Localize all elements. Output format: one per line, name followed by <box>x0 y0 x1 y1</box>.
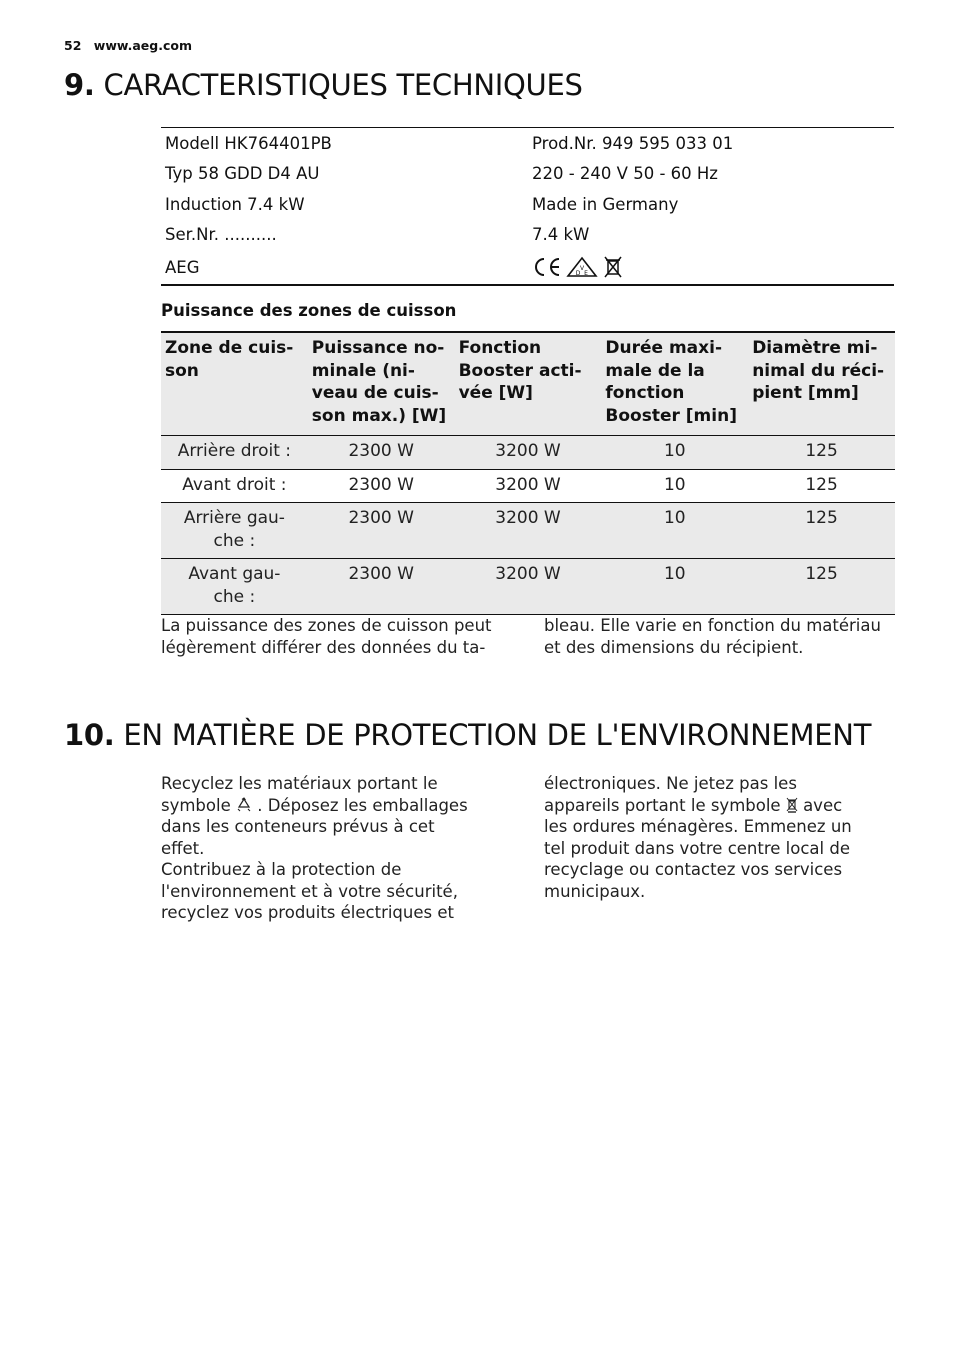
section-10-heading <box>64 718 871 752</box>
svg-text:D: D <box>575 270 581 277</box>
spec-marks <box>528 255 894 279</box>
ce-mark-icon <box>532 256 562 278</box>
spec-right: Made in Germany <box>532 194 679 214</box>
duration-cell: 10 <box>663 508 686 528</box>
rating-plate-table <box>161 127 894 286</box>
vde-mark-icon <box>566 256 598 278</box>
section-9-heading <box>64 68 583 102</box>
section-title: CARACTERISTIQUES TECHNIQUES <box>103 68 583 102</box>
section-number: 9. <box>64 68 95 102</box>
spec-right: 220 - 240 V 50 - 60 Hz <box>532 164 718 184</box>
diameter-cell: 125 <box>805 474 838 495</box>
zone-cell: Arrière droit : <box>177 441 292 461</box>
spec-left: Typ 58 GDD D4 AU <box>165 164 320 184</box>
table-row <box>161 469 895 503</box>
recycle-icon <box>236 797 252 813</box>
site-url[interactable]: www.aeg.com <box>93 38 192 53</box>
diameter-cell: 125 <box>805 441 838 461</box>
spec-left: AEG <box>165 257 200 277</box>
weee-bin-icon <box>786 797 798 813</box>
spec-row <box>161 220 894 251</box>
booster-cell: 3200 W <box>495 508 561 528</box>
spec-left: Induction 7.4 kW <box>165 194 305 214</box>
table-header-row <box>161 332 895 436</box>
zone-cell: Avant droit : <box>182 474 287 495</box>
page-number: 52 <box>64 38 82 53</box>
nominal-cell: 2300 W <box>348 564 414 584</box>
spec-right: Prod.Nr. 949 595 033 01 <box>532 133 734 153</box>
power-note-right: bleau. Elle varie en fonction du matériau et des dimensions du récipient. <box>544 616 881 657</box>
nominal-cell: 2300 W <box>348 474 414 495</box>
zones-subtitle: Puissance des zones de cuisson <box>161 301 457 320</box>
table-row <box>161 559 895 615</box>
duration-cell: 10 <box>663 564 686 584</box>
cooking-zones-table <box>161 331 895 615</box>
environment-text-right: électroniques. Ne jetez pas les appareils portant le symbole avec les ordures ménagères. Emmenez un tel produit dans votre centre local de recyclage ou contactez vos services municipaux. <box>544 774 852 901</box>
diameter-cell: 125 <box>805 508 838 528</box>
spec-left: Modell HK764401PB <box>165 133 332 153</box>
svg-text:V: V <box>579 265 585 272</box>
weee-bin-icon <box>602 255 624 279</box>
spec-row <box>161 250 894 284</box>
svg-text:E: E <box>584 270 588 277</box>
duration-cell: 10 <box>663 441 686 461</box>
header-zone: Zone de cuis- son <box>165 338 294 381</box>
spec-row <box>161 189 894 220</box>
table-row <box>161 436 895 470</box>
power-note-left: La puissance des zones de cuisson peut légèrement différer des données du ta- <box>161 616 492 657</box>
booster-cell: 3200 W <box>495 564 561 584</box>
header-booster-power: Fonction Booster acti- vée [W] <box>458 338 582 403</box>
booster-cell: 3200 W <box>495 441 561 461</box>
page-header <box>64 38 192 53</box>
duration-cell: 10 <box>663 474 686 495</box>
environment-text-left: Recyclez les matériaux portant le symbole . Déposez les emballages dans les conteneurs prévus à cet effet. Contribuez à la protection de l'environnement et à votre sécurité, recyclez vos produits électriques et <box>161 774 468 922</box>
spec-row <box>161 159 894 190</box>
table-row <box>161 503 895 559</box>
spec-right: 7.4 kW <box>532 225 590 245</box>
diameter-cell: 125 <box>805 564 838 584</box>
booster-cell: 3200 W <box>495 474 561 495</box>
spec-row <box>161 128 894 159</box>
section-title: EN MATIÈRE DE PROTECTION DE L'ENVIRONNEMENT <box>123 718 872 752</box>
nominal-cell: 2300 W <box>348 441 414 461</box>
header-nominal-power: Puissance no- minale (ni- veau de cuis- son max.) [W] <box>311 338 447 426</box>
nominal-cell: 2300 W <box>348 508 414 528</box>
header-booster-duration: Durée maxi- male de la fonction Booster [min] <box>605 338 737 426</box>
header-min-diameter: Diamètre mi- nimal du réci- pient [mm] <box>752 338 885 403</box>
zone-cell: Avant gau- che : <box>188 564 281 607</box>
spec-left: Ser.Nr. .......... <box>165 225 277 245</box>
section-number: 10. <box>64 718 115 752</box>
zone-cell: Arrière gau- che : <box>183 508 285 551</box>
